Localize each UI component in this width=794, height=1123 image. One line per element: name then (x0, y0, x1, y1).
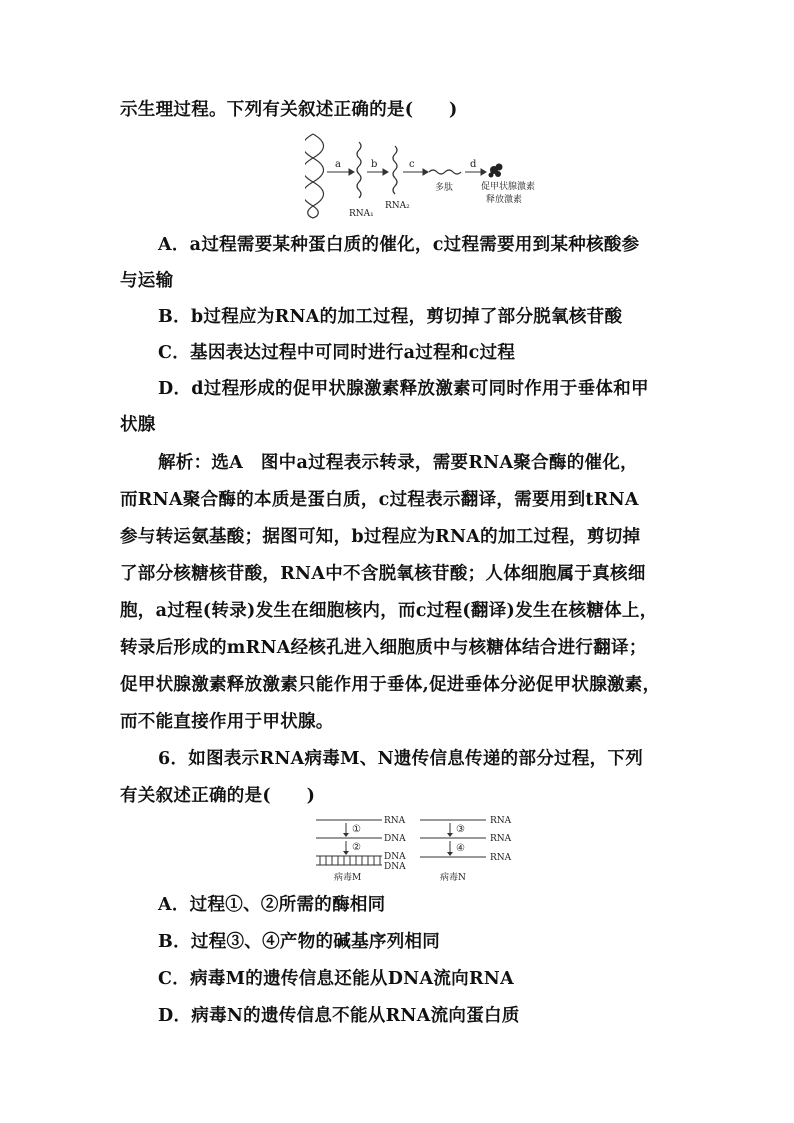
m-step-1: ① (352, 824, 361, 835)
rna2-strand-icon (393, 146, 397, 194)
label-rna2: RNA₂ (385, 201, 410, 211)
label-hormone-1: 促甲状腺激素 (481, 182, 536, 192)
m-step-2: ② (352, 842, 361, 853)
analysis-line-2: 而RNA聚合酶的本质是蛋白质，c过程表示翻译，需要用到tRNA (120, 490, 639, 510)
q6-option-a[interactable]: A．过程①、②所需的酶相同 (158, 895, 386, 915)
option-d-line-1[interactable]: D．d过程形成的促甲状腺激素释放激素可同时作用于垂体和甲 (158, 379, 649, 399)
label-c: c (409, 159, 415, 170)
label-b: b (371, 159, 378, 170)
option-a-line-1[interactable]: A．a过程需要某种蛋白质的催化，c过程需要用到某种核酸参 (158, 235, 640, 255)
analysis-line-5: 胞，a过程(转录)发生在细胞核内，而c过程(翻译)发生在核糖体上， (120, 601, 658, 621)
label-hormone-2: 释放激素 (486, 195, 523, 205)
m-label-1: RNA (384, 816, 406, 826)
q6-option-b[interactable]: B．过程③、④产物的碱基序列相同 (158, 932, 441, 952)
virus-transfer-figure (312, 814, 522, 884)
option-c[interactable]: C．基因表达过程中可同时进行a过程和c过程 (158, 343, 516, 363)
option-b[interactable]: B．b过程应为RNA的加工过程，剪切掉了部分脱氧核苷酸 (158, 307, 623, 327)
rna1-strand-icon (357, 142, 361, 198)
analysis-line-4: 了部分核糖核苷酸，RNA中不含脱氧核苷酸；人体细胞属于真核细 (120, 564, 646, 584)
label-rna1: RNA₁ (349, 209, 374, 219)
analysis-line-3: 参与转运氨基酸；据图可知，b过程应为RNA的加工过程，剪切掉 (120, 527, 641, 547)
option-a-line-2: 与运输 (120, 271, 174, 291)
n-step-4: ④ (456, 843, 465, 854)
n-label-1: RNA (490, 816, 512, 826)
label-peptide: 多肽 (435, 183, 454, 193)
n-caption: 病毒N (440, 873, 466, 883)
hormone-protein-icon (489, 164, 503, 178)
analysis-line-8: 而不能直接作用于甲状腺。 (120, 712, 334, 732)
label-d: d (470, 159, 477, 170)
label-a: a (335, 159, 341, 170)
analysis-line-6: 转录后形成的mRNA经核孔进入细胞质中与核糖体结合进行翻译； (120, 638, 647, 658)
m-label-4: DNA (384, 862, 406, 872)
n-label-2: RNA (490, 834, 512, 844)
m-caption: 病毒M (334, 873, 362, 883)
analysis-line-7: 促甲状腺激素释放激素只能作用于垂体,促进垂体分泌促甲状腺激素， (120, 675, 661, 695)
m-label-3: DNA (384, 852, 406, 862)
gene-expression-figure (305, 132, 545, 220)
peptide-chain-icon (429, 170, 461, 174)
question-6-line-1: 6．如图表示RNA病毒M、N遗传信息传递的部分过程，下列 (158, 749, 644, 769)
option-d-line-2: 状腺 (120, 415, 156, 435)
question-6-line-2: 有关叙述正确的是( ) (120, 786, 316, 806)
dna-helix-icon (305, 134, 324, 218)
question-stem-tail: 示生理过程。下列有关叙述正确的是( ) (120, 100, 458, 120)
analysis-line-1: 解析：选A 图中a过程表示转录，需要RNA聚合酶的催化， (158, 453, 638, 473)
dna-duplex-icon (320, 856, 380, 865)
n-label-3: RNA (490, 853, 512, 863)
n-step-3: ③ (456, 824, 465, 835)
m-label-2: DNA (384, 834, 406, 844)
q6-option-d[interactable]: D．病毒N的遗传信息不能从RNA流向蛋白质 (158, 1006, 520, 1026)
q6-option-c[interactable]: C．病毒M的遗传信息还能从DNA流向RNA (158, 969, 514, 989)
